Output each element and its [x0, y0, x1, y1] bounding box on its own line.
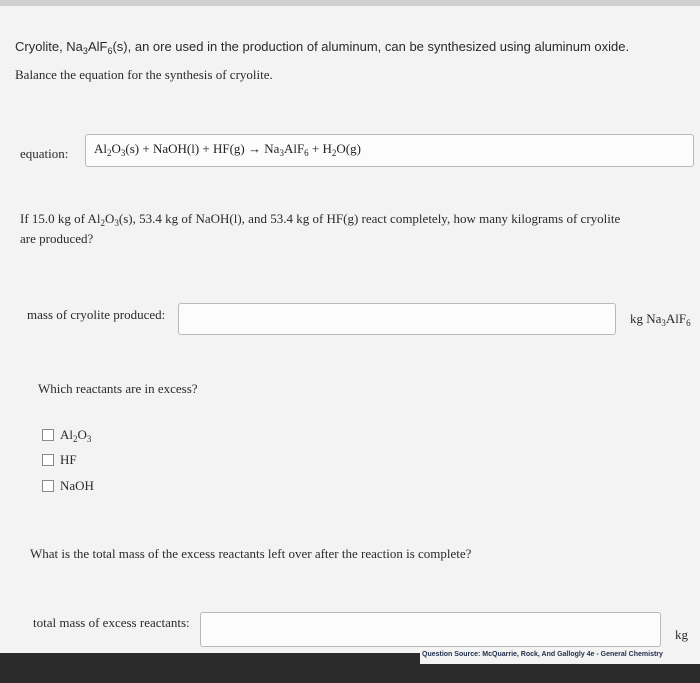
excess-question: Which reactants are in excess?	[38, 381, 198, 396]
question-source: Question Source: McQuarrie, Rock, And Gallogly 4e - General Chemistry	[422, 651, 663, 658]
question-2: What is the total mass of the excess reactants left over after the reaction is complete?	[30, 546, 472, 561]
checkbox-al2o3[interactable]	[42, 429, 54, 441]
total-excess-input[interactable]	[200, 612, 661, 647]
question-1-line-1: If 15.0 kg of $Al_2O_3(s)$, 53.4 kg of NaOH(l), and 53.4 kg of HF(g) react completely, how many kilograms of cryolite	[20, 211, 621, 228]
intro-line-2: Balance the equation for the synthesis of cryolite.	[15, 67, 273, 82]
mass-cryolite-unit: kg $Na_3AlF_6$	[630, 311, 691, 328]
option-hf-label: HF	[60, 452, 77, 467]
top-divider	[0, 0, 700, 6]
equation-field[interactable]	[85, 134, 694, 167]
checkbox-hf[interactable]	[42, 454, 54, 466]
question-1-line-2: are produced?	[20, 231, 94, 246]
total-excess-unit: kg	[675, 627, 688, 642]
mass-cryolite-input[interactable]	[178, 303, 616, 335]
arrow-icon: →	[248, 141, 262, 156]
equation-label: equation:	[20, 146, 69, 161]
option-al2o3[interactable]	[42, 427, 91, 443]
intro-line-1: Cryolite, $Na_3AlF_6(s)$, an ore used in the production of aluminum, can be synthesized using aluminum oxide.	[15, 39, 630, 56]
mass-cryolite-label: mass of cryolite produced:	[27, 307, 166, 322]
option-naoh-label: NaOH	[60, 478, 94, 493]
option-al2o3-label: $Al_2O_3$	[60, 427, 92, 444]
total-excess-label: total mass of excess reactants:	[33, 615, 190, 630]
option-naoh[interactable]	[42, 478, 94, 494]
checkbox-naoh[interactable]	[42, 480, 54, 492]
option-hf[interactable]	[42, 452, 77, 468]
equation-text: $Al_2O_3(s)$ + NaOH(l) + $HF(g) \to Na_3AlF_6 + H_2O(g)$	[94, 141, 361, 158]
